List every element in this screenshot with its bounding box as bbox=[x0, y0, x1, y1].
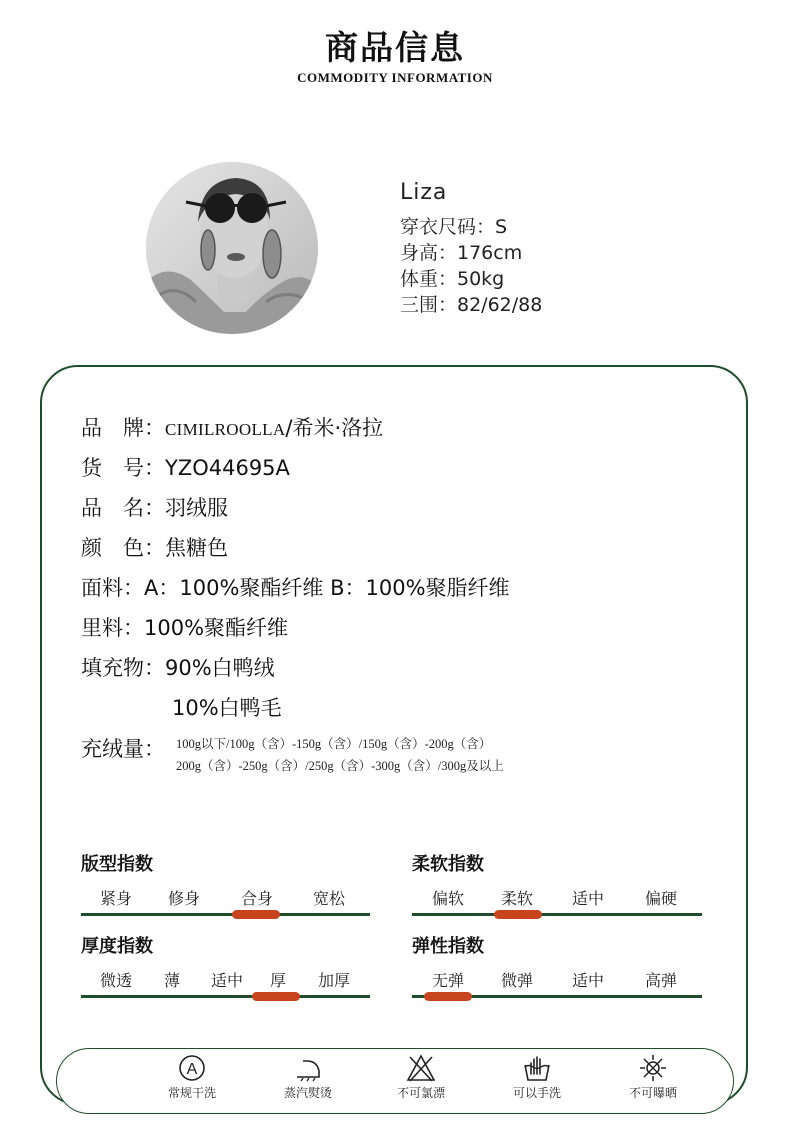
brand-row bbox=[81, 412, 383, 442]
no-sun-dry-icon bbox=[638, 1053, 668, 1083]
lining-label: 里料： bbox=[81, 616, 144, 640]
filling-row-2 bbox=[172, 692, 282, 722]
softness-index-options bbox=[412, 886, 702, 908]
softness-index-indicator bbox=[494, 910, 542, 919]
thickness-option: 适中 bbox=[210, 971, 244, 990]
fit-option: 紧身 bbox=[99, 889, 133, 908]
page-subtitle: COMMODITY INFORMATION bbox=[297, 70, 493, 85]
elasticity-option: 微弹 bbox=[500, 971, 534, 990]
model-name: Liza bbox=[400, 180, 448, 205]
steam-iron-icon bbox=[293, 1053, 323, 1083]
fit-option-selected: 合身 bbox=[240, 889, 274, 908]
fit-index-options bbox=[81, 886, 371, 908]
code-label: 货 号： bbox=[81, 456, 165, 480]
filling-value-1: 90%白鸭绒 bbox=[165, 656, 275, 680]
care-item-dry-clean bbox=[142, 1053, 242, 1101]
care-item-steam-iron bbox=[258, 1053, 358, 1101]
code-value: YZO44695A bbox=[165, 456, 290, 480]
model-portrait-image bbox=[146, 162, 318, 334]
softness-index-title: 柔软指数 bbox=[412, 854, 484, 875]
filling-value-2: 10%白鸭毛 bbox=[172, 696, 282, 720]
model-avatar bbox=[146, 162, 318, 334]
thickness-option: 加厚 bbox=[317, 971, 351, 990]
name-value: 羽绒服 bbox=[165, 496, 228, 520]
color-label: 颜 色： bbox=[81, 536, 165, 560]
page-title: 商品信息 bbox=[325, 28, 465, 67]
code-row bbox=[81, 452, 290, 482]
dry-clean-a-icon bbox=[177, 1053, 207, 1083]
color-row bbox=[81, 532, 228, 562]
fabric-row bbox=[81, 572, 510, 602]
softness-index-scale bbox=[412, 913, 702, 916]
fill-amount-label: 充绒量： bbox=[81, 737, 165, 761]
care-label: 不可曝晒 bbox=[628, 1086, 677, 1100]
hand-wash-icon bbox=[522, 1053, 552, 1083]
brand-latin: CIMILROOLLA bbox=[165, 420, 286, 439]
fabric-value: A：100%聚酯纤维 B：100%聚脂纤维 bbox=[144, 576, 510, 600]
thickness-option: 微透 bbox=[99, 971, 133, 990]
filling-row bbox=[81, 652, 275, 682]
fit-index-indicator bbox=[232, 910, 280, 919]
thickness-option-selected: 厚 bbox=[269, 971, 287, 990]
elasticity-index-title: 弹性指数 bbox=[412, 936, 484, 957]
fit-index-scale bbox=[81, 913, 370, 916]
fit-index-title: 版型指数 bbox=[81, 854, 153, 875]
softness-option: 适中 bbox=[571, 889, 605, 908]
softness-option: 偏软 bbox=[431, 889, 465, 908]
lining-row bbox=[81, 612, 288, 642]
care-label: 蒸汽熨烫 bbox=[283, 1086, 332, 1100]
elasticity-option: 适中 bbox=[571, 971, 605, 990]
thickness-index-title: 厚度指数 bbox=[81, 936, 153, 957]
color-value: 焦糖色 bbox=[165, 536, 228, 560]
filling-label: 填充物： bbox=[81, 656, 165, 680]
thickness-index-options bbox=[81, 968, 371, 990]
care-item-hand-wash bbox=[487, 1053, 587, 1101]
fill-amount-line-1: 100g以下/100g（含）-150g（含）/150g（含）-200g（含） bbox=[176, 737, 492, 751]
model-height: 身高：176cm bbox=[400, 242, 523, 264]
fill-amount-row bbox=[81, 733, 165, 763]
thickness-option: 薄 bbox=[163, 971, 181, 990]
softness-option-selected: 柔软 bbox=[500, 889, 534, 908]
care-item-no-sun bbox=[603, 1053, 703, 1101]
fit-option: 修身 bbox=[167, 889, 201, 908]
care-item-no-bleach bbox=[371, 1053, 471, 1101]
care-label: 常规干洗 bbox=[167, 1086, 216, 1100]
elasticity-index-options bbox=[412, 968, 702, 990]
elasticity-option-selected: 无弹 bbox=[431, 971, 465, 990]
softness-option: 偏硬 bbox=[644, 889, 678, 908]
model-weight: 体重：50kg bbox=[400, 268, 505, 290]
elasticity-index-indicator bbox=[424, 992, 472, 1001]
elasticity-option: 高弹 bbox=[644, 971, 678, 990]
fit-option: 宽松 bbox=[312, 889, 346, 908]
name-label: 品 名： bbox=[81, 496, 165, 520]
no-bleach-icon bbox=[406, 1053, 436, 1083]
care-label: 可以手洗 bbox=[512, 1086, 561, 1100]
name-row bbox=[81, 492, 228, 522]
brand-label: 品 牌： bbox=[81, 416, 165, 440]
fill-amount-line-2: 200g（含）-250g（含）/250g（含）-300g（含）/300g及以上 bbox=[176, 759, 504, 773]
lining-value: 100%聚酯纤维 bbox=[144, 616, 289, 640]
care-label: 不可氯漂 bbox=[396, 1086, 445, 1100]
model-measurements: 三围：82/62/88 bbox=[400, 294, 543, 316]
brand-cn: /希米·洛拉 bbox=[285, 416, 384, 440]
thickness-index-indicator bbox=[252, 992, 300, 1001]
fabric-label: 面料： bbox=[81, 576, 144, 600]
model-size: 穿衣尺码：S bbox=[400, 216, 508, 238]
svg-text:A: A bbox=[186, 1061, 198, 1078]
thickness-index-scale bbox=[81, 995, 370, 998]
